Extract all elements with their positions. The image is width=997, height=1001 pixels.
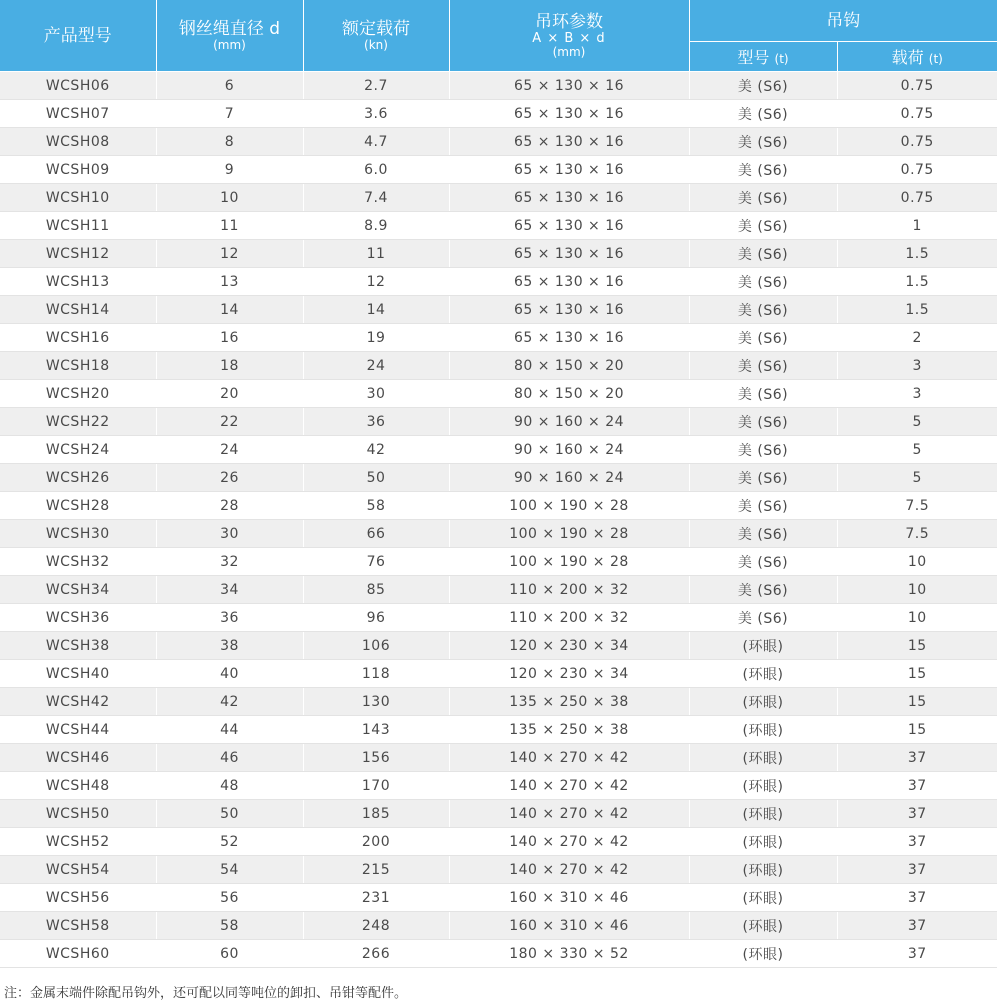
cell-rated-load: 76 <box>303 548 449 576</box>
cell-ring-params: 80 × 150 × 20 <box>449 380 689 408</box>
cell-model: WCSH12 <box>0 240 156 268</box>
cell-ring-params: 140 × 270 × 42 <box>449 856 689 884</box>
cell-model: WCSH09 <box>0 156 156 184</box>
cell-model: WCSH14 <box>0 296 156 324</box>
cell-hook-load: 37 <box>837 884 997 912</box>
header-rated-load-unit: (kn) <box>364 38 388 52</box>
header-hook <box>689 0 997 42</box>
cell-diameter: 7 <box>156 100 303 128</box>
cell-hook-load: 7.5 <box>837 520 997 548</box>
cell-hook-type: 美 (S6) <box>689 380 837 408</box>
cell-hook-type: (环眼) <box>689 884 837 912</box>
cell-model: WCSH56 <box>0 884 156 912</box>
cell-rated-load: 170 <box>303 772 449 800</box>
cell-rated-load: 24 <box>303 352 449 380</box>
cell-diameter: 8 <box>156 128 303 156</box>
table-row <box>0 576 997 604</box>
cell-diameter: 60 <box>156 940 303 968</box>
cell-model: WCSH38 <box>0 632 156 660</box>
cell-diameter: 38 <box>156 632 303 660</box>
cell-rated-load: 266 <box>303 940 449 968</box>
table-row <box>0 772 997 800</box>
cell-model: WCSH46 <box>0 744 156 772</box>
cell-model: WCSH36 <box>0 604 156 632</box>
cell-model: WCSH40 <box>0 660 156 688</box>
header-hook-type-label: 型号 <box>737 48 770 67</box>
cell-hook-load: 0.75 <box>837 156 997 184</box>
cell-hook-type: 美 (S6) <box>689 100 837 128</box>
cell-ring-params: 140 × 270 × 42 <box>449 744 689 772</box>
cell-model: WCSH32 <box>0 548 156 576</box>
cell-rated-load: 106 <box>303 632 449 660</box>
cell-rated-load: 12 <box>303 268 449 296</box>
cell-ring-params: 65 × 130 × 16 <box>449 212 689 240</box>
cell-hook-load: 37 <box>837 772 997 800</box>
table-body <box>0 72 997 968</box>
cell-rated-load: 2.7 <box>303 72 449 100</box>
table-header <box>0 0 997 72</box>
cell-rated-load: 185 <box>303 800 449 828</box>
cell-model: WCSH06 <box>0 72 156 100</box>
cell-model: WCSH22 <box>0 408 156 436</box>
cell-model: WCSH18 <box>0 352 156 380</box>
cell-ring-params: 135 × 250 × 38 <box>449 688 689 716</box>
cell-hook-load: 37 <box>837 800 997 828</box>
header-ring <box>449 0 689 72</box>
cell-model: WCSH28 <box>0 492 156 520</box>
table-row <box>0 436 997 464</box>
cell-diameter: 54 <box>156 856 303 884</box>
cell-model: WCSH60 <box>0 940 156 968</box>
cell-diameter: 16 <box>156 324 303 352</box>
table-row <box>0 492 997 520</box>
table-row <box>0 184 997 212</box>
cell-model: WCSH10 <box>0 184 156 212</box>
cell-rated-load: 66 <box>303 520 449 548</box>
table-row <box>0 268 997 296</box>
cell-rated-load: 11 <box>303 240 449 268</box>
table-row <box>0 520 997 548</box>
cell-ring-params: 160 × 310 × 46 <box>449 912 689 940</box>
cell-ring-params: 120 × 230 × 34 <box>449 660 689 688</box>
cell-diameter: 12 <box>156 240 303 268</box>
cell-hook-load: 7.5 <box>837 492 997 520</box>
cell-hook-type: (环眼) <box>689 744 837 772</box>
cell-model: WCSH20 <box>0 380 156 408</box>
cell-hook-type: (环眼) <box>689 940 837 968</box>
cell-hook-type: 美 (S6) <box>689 492 837 520</box>
footnote: 注：金属末端件除配吊钩外，还可配以同等吨位的卸扣、吊钳等配件。 <box>4 986 408 1001</box>
table-row <box>0 688 997 716</box>
cell-rated-load: 130 <box>303 688 449 716</box>
cell-ring-params: 180 × 330 × 52 <box>449 940 689 968</box>
table-row <box>0 240 997 268</box>
table-row <box>0 660 997 688</box>
cell-diameter: 9 <box>156 156 303 184</box>
cell-rated-load: 200 <box>303 828 449 856</box>
cell-ring-params: 140 × 270 × 42 <box>449 800 689 828</box>
cell-hook-load: 15 <box>837 716 997 744</box>
cell-rated-load: 50 <box>303 464 449 492</box>
header-rated-load-label: 额定载荷 <box>342 19 410 39</box>
cell-diameter: 48 <box>156 772 303 800</box>
cell-model: WCSH26 <box>0 464 156 492</box>
cell-diameter: 50 <box>156 800 303 828</box>
cell-hook-load: 0.75 <box>837 72 997 100</box>
cell-hook-type: (环眼) <box>689 716 837 744</box>
cell-rated-load: 8.9 <box>303 212 449 240</box>
cell-diameter: 34 <box>156 576 303 604</box>
cell-diameter: 58 <box>156 912 303 940</box>
cell-hook-type: 美 (S6) <box>689 604 837 632</box>
cell-diameter: 13 <box>156 268 303 296</box>
table-row <box>0 800 997 828</box>
header-diameter-label: 钢丝绳直径 d <box>178 19 281 39</box>
cell-hook-type: (环眼) <box>689 800 837 828</box>
cell-rated-load: 3.6 <box>303 100 449 128</box>
cell-rated-load: 118 <box>303 660 449 688</box>
cell-ring-params: 90 × 160 × 24 <box>449 408 689 436</box>
cell-diameter: 56 <box>156 884 303 912</box>
cell-hook-type: 美 (S6) <box>689 324 837 352</box>
cell-ring-params: 135 × 250 × 38 <box>449 716 689 744</box>
cell-hook-load: 37 <box>837 856 997 884</box>
cell-diameter: 28 <box>156 492 303 520</box>
cell-hook-type: 美 (S6) <box>689 464 837 492</box>
table-row <box>0 632 997 660</box>
table-row <box>0 72 997 100</box>
table-row <box>0 548 997 576</box>
cell-model: WCSH07 <box>0 100 156 128</box>
header-ring-formula: A × B × d <box>532 31 606 46</box>
cell-hook-load: 2 <box>837 324 997 352</box>
cell-hook-load: 1.5 <box>837 296 997 324</box>
cell-ring-params: 140 × 270 × 42 <box>449 828 689 856</box>
cell-hook-load: 37 <box>837 828 997 856</box>
cell-hook-type: 美 (S6) <box>689 576 837 604</box>
cell-diameter: 42 <box>156 688 303 716</box>
cell-hook-type: 美 (S6) <box>689 184 837 212</box>
cell-hook-load: 0.75 <box>837 184 997 212</box>
cell-model: WCSH08 <box>0 128 156 156</box>
table-row <box>0 408 997 436</box>
cell-diameter: 36 <box>156 604 303 632</box>
cell-rated-load: 6.0 <box>303 156 449 184</box>
cell-ring-params: 65 × 130 × 16 <box>449 240 689 268</box>
table-row <box>0 296 997 324</box>
cell-hook-type: 美 (S6) <box>689 72 837 100</box>
cell-rated-load: 58 <box>303 492 449 520</box>
cell-hook-load: 3 <box>837 352 997 380</box>
cell-hook-type: 美 (S6) <box>689 520 837 548</box>
table-row <box>0 744 997 772</box>
cell-ring-params: 90 × 160 × 24 <box>449 464 689 492</box>
table-row <box>0 716 997 744</box>
cell-hook-load: 3 <box>837 380 997 408</box>
cell-model: WCSH11 <box>0 212 156 240</box>
cell-hook-load: 1.5 <box>837 268 997 296</box>
cell-diameter: 52 <box>156 828 303 856</box>
cell-hook-type: 美 (S6) <box>689 240 837 268</box>
header-hook-label: 吊钩 <box>826 10 861 31</box>
cell-diameter: 30 <box>156 520 303 548</box>
cell-model: WCSH54 <box>0 856 156 884</box>
cell-model: WCSH50 <box>0 800 156 828</box>
cell-rated-load: 85 <box>303 576 449 604</box>
cell-rated-load: 96 <box>303 604 449 632</box>
cell-model: WCSH30 <box>0 520 156 548</box>
cell-ring-params: 120 × 230 × 34 <box>449 632 689 660</box>
cell-hook-type: 美 (S6) <box>689 408 837 436</box>
table-row <box>0 912 997 940</box>
cell-rated-load: 143 <box>303 716 449 744</box>
cell-hook-load: 10 <box>837 548 997 576</box>
cell-rated-load: 156 <box>303 744 449 772</box>
cell-hook-type: 美 (S6) <box>689 296 837 324</box>
header-model-label: 产品型号 <box>43 25 112 46</box>
cell-ring-params: 65 × 130 × 16 <box>449 296 689 324</box>
cell-hook-type: 美 (S6) <box>689 268 837 296</box>
cell-model: WCSH52 <box>0 828 156 856</box>
cell-hook-load: 5 <box>837 436 997 464</box>
cell-model: WCSH24 <box>0 436 156 464</box>
table-row <box>0 156 997 184</box>
cell-model: WCSH44 <box>0 716 156 744</box>
cell-hook-type: (环眼) <box>689 632 837 660</box>
table-row <box>0 604 997 632</box>
cell-rated-load: 42 <box>303 436 449 464</box>
cell-hook-type: (环眼) <box>689 772 837 800</box>
cell-diameter: 11 <box>156 212 303 240</box>
cell-rated-load: 7.4 <box>303 184 449 212</box>
cell-rated-load: 231 <box>303 884 449 912</box>
cell-diameter: 14 <box>156 296 303 324</box>
cell-ring-params: 80 × 150 × 20 <box>449 352 689 380</box>
table-row <box>0 884 997 912</box>
cell-diameter: 26 <box>156 464 303 492</box>
header-ring-label: 吊环参数 <box>535 12 603 32</box>
cell-hook-load: 37 <box>837 940 997 968</box>
cell-diameter: 22 <box>156 408 303 436</box>
cell-rated-load: 248 <box>303 912 449 940</box>
cell-rated-load: 14 <box>303 296 449 324</box>
header-ring-unit: (mm) <box>552 45 586 59</box>
header-model <box>0 0 156 72</box>
cell-ring-params: 140 × 270 × 42 <box>449 772 689 800</box>
cell-hook-load: 15 <box>837 688 997 716</box>
cell-diameter: 18 <box>156 352 303 380</box>
cell-hook-load: 15 <box>837 632 997 660</box>
table-row <box>0 100 997 128</box>
cell-hook-load: 1.5 <box>837 240 997 268</box>
cell-hook-type: 美 (S6) <box>689 352 837 380</box>
cell-diameter: 24 <box>156 436 303 464</box>
header-hook-type-unit: (t) <box>774 52 789 66</box>
cell-hook-type: 美 (S6) <box>689 548 837 576</box>
cell-ring-params: 100 × 190 × 28 <box>449 492 689 520</box>
cell-ring-params: 65 × 130 × 16 <box>449 100 689 128</box>
cell-model: WCSH13 <box>0 268 156 296</box>
cell-ring-params: 65 × 130 × 16 <box>449 72 689 100</box>
cell-hook-load: 5 <box>837 408 997 436</box>
cell-rated-load: 4.7 <box>303 128 449 156</box>
cell-hook-load: 0.75 <box>837 100 997 128</box>
cell-diameter: 40 <box>156 660 303 688</box>
table-row <box>0 828 997 856</box>
cell-ring-params: 110 × 200 × 32 <box>449 576 689 604</box>
table-row <box>0 324 997 352</box>
cell-hook-load: 1 <box>837 212 997 240</box>
cell-hook-type: 美 (S6) <box>689 156 837 184</box>
table-row <box>0 380 997 408</box>
cell-ring-params: 65 × 130 × 16 <box>449 156 689 184</box>
cell-rated-load: 30 <box>303 380 449 408</box>
cell-ring-params: 100 × 190 × 28 <box>449 548 689 576</box>
table-row <box>0 464 997 492</box>
header-hook-load-unit: (t) <box>928 52 943 66</box>
cell-model: WCSH58 <box>0 912 156 940</box>
cell-hook-type: (环眼) <box>689 828 837 856</box>
cell-ring-params: 65 × 130 × 16 <box>449 324 689 352</box>
cell-diameter: 46 <box>156 744 303 772</box>
cell-hook-load: 37 <box>837 912 997 940</box>
cell-hook-load: 37 <box>837 744 997 772</box>
cell-model: WCSH16 <box>0 324 156 352</box>
table-row <box>0 856 997 884</box>
cell-ring-params: 65 × 130 × 16 <box>449 268 689 296</box>
cell-hook-load: 0.75 <box>837 128 997 156</box>
header-diameter <box>156 0 303 72</box>
cell-hook-type: 美 (S6) <box>689 128 837 156</box>
cell-diameter: 6 <box>156 72 303 100</box>
cell-diameter: 10 <box>156 184 303 212</box>
cell-hook-type: (环眼) <box>689 660 837 688</box>
cell-hook-load: 15 <box>837 660 997 688</box>
cell-hook-type: (环眼) <box>689 688 837 716</box>
table-row <box>0 212 997 240</box>
cell-hook-type: 美 (S6) <box>689 436 837 464</box>
header-hook-type <box>689 42 837 72</box>
cell-ring-params: 100 × 190 × 28 <box>449 520 689 548</box>
cell-hook-type: 美 (S6) <box>689 212 837 240</box>
cell-hook-type: (环眼) <box>689 856 837 884</box>
header-hook-load <box>837 42 997 72</box>
cell-hook-load: 10 <box>837 576 997 604</box>
cell-diameter: 20 <box>156 380 303 408</box>
cell-model: WCSH34 <box>0 576 156 604</box>
cell-hook-load: 10 <box>837 604 997 632</box>
cell-rated-load: 215 <box>303 856 449 884</box>
cell-model: WCSH42 <box>0 688 156 716</box>
cell-ring-params: 160 × 310 × 46 <box>449 884 689 912</box>
cell-hook-type: (环眼) <box>689 912 837 940</box>
cell-ring-params: 110 × 200 × 32 <box>449 604 689 632</box>
header-diameter-unit: (mm) <box>213 38 246 52</box>
cell-rated-load: 36 <box>303 408 449 436</box>
cell-ring-params: 65 × 130 × 16 <box>449 184 689 212</box>
table-row <box>0 128 997 156</box>
cell-ring-params: 65 × 130 × 16 <box>449 128 689 156</box>
cell-diameter: 32 <box>156 548 303 576</box>
cell-ring-params: 90 × 160 × 24 <box>449 436 689 464</box>
cell-diameter: 44 <box>156 716 303 744</box>
cell-rated-load: 19 <box>303 324 449 352</box>
cell-model: WCSH48 <box>0 772 156 800</box>
table-row <box>0 940 997 968</box>
cell-hook-load: 5 <box>837 464 997 492</box>
header-hook-load-label: 载荷 <box>891 48 924 67</box>
header-rated-load <box>303 0 449 72</box>
table-row <box>0 352 997 380</box>
